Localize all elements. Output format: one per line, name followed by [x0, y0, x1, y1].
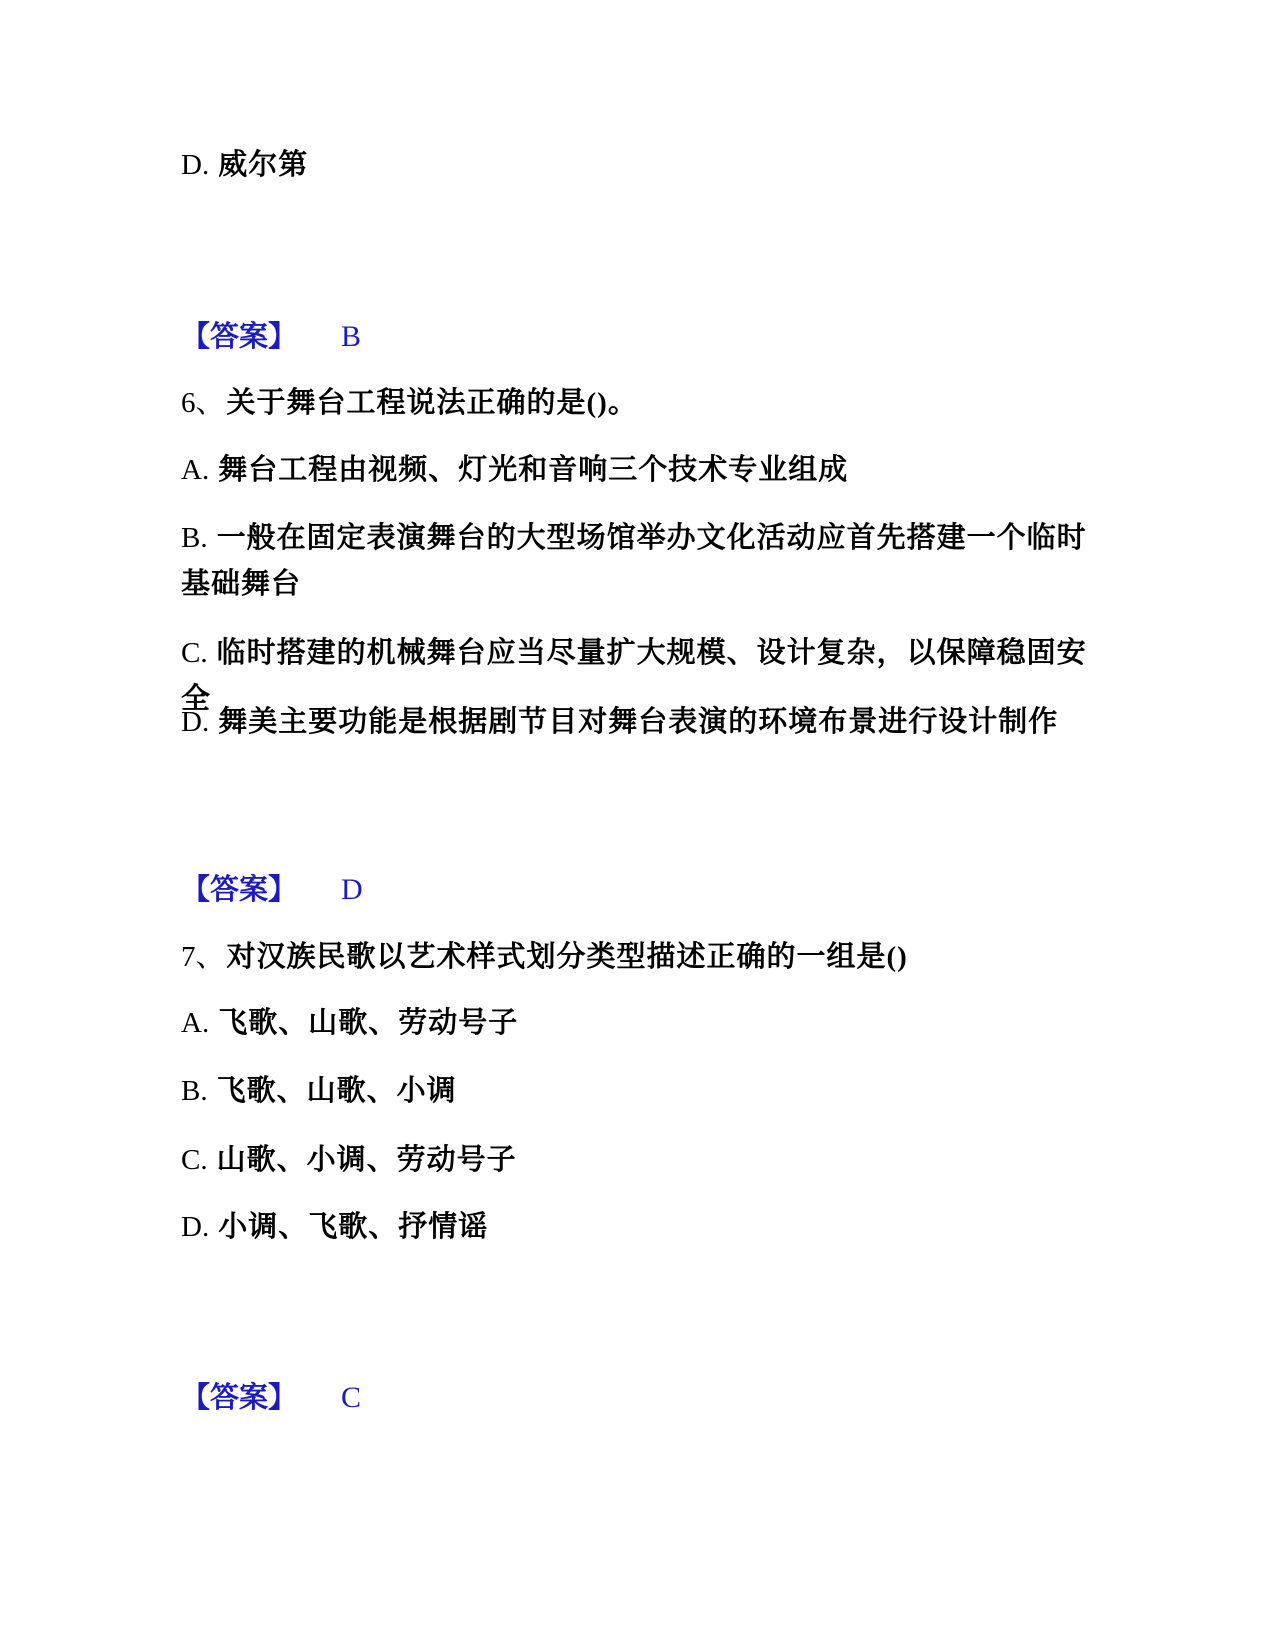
answer-label: 【答案】 — [181, 1382, 298, 1414]
q7-option-b — [181, 1068, 1113, 1114]
q6-option-b — [181, 515, 1113, 607]
answer-label: 【答案】 — [181, 321, 298, 353]
answer-value: C — [341, 1381, 362, 1414]
q7-stem — [181, 934, 1113, 980]
question-number: 6、 — [181, 387, 225, 419]
q5-option-d — [181, 142, 1113, 188]
answer-value: B — [341, 320, 362, 353]
option-letter: B. — [181, 1075, 208, 1107]
option-letter: C. — [181, 637, 208, 669]
q7-answer-line — [181, 1375, 361, 1421]
option-letter: B. — [181, 522, 208, 554]
question-text: 关于舞台工程说法正确的是()。 — [226, 387, 638, 419]
option-text: 威尔第 — [218, 149, 309, 181]
q7-option-a — [181, 1000, 1113, 1046]
answer-value: D — [341, 873, 363, 906]
option-text: 飞歌、山歌、小调 — [216, 1075, 457, 1107]
option-letter: D. — [181, 1211, 210, 1243]
option-letter: A. — [181, 1007, 210, 1039]
option-text: 舞台工程由视频、灯光和音响三个技术专业组成 — [218, 454, 849, 486]
q6-option-a — [181, 447, 1113, 493]
option-text: 山歌、小调、劳动号子 — [216, 1144, 517, 1176]
question-text: 对汉族民歌以艺术样式划分类型描述正确的一组是() — [226, 941, 908, 973]
q7-option-c — [181, 1137, 1113, 1183]
q6-option-d — [181, 699, 1113, 745]
q7-option-d — [181, 1204, 1113, 1250]
option-text: 小调、飞歌、抒情谣 — [218, 1211, 489, 1243]
option-text: 一般在固定表演舞台的大型场馆举办文化活动应首先搭建一个临时基础舞台 — [181, 522, 1087, 600]
option-letter: D. — [181, 149, 210, 181]
option-text: 临时搭建的机械舞台应当尽量扩大规模、设计复杂，以保障稳固安全 — [181, 637, 1087, 715]
option-text: 飞歌、山歌、劳动号子 — [218, 1007, 519, 1039]
question-number: 7、 — [181, 941, 225, 973]
option-letter: A. — [181, 454, 210, 486]
q5-answer-line — [181, 314, 361, 360]
answer-label: 【答案】 — [181, 874, 298, 906]
q6-stem — [181, 380, 1113, 426]
option-letter: D. — [181, 706, 210, 738]
option-letter: C. — [181, 1144, 208, 1176]
q6-answer-line — [181, 867, 363, 913]
option-text: 舞美主要功能是根据剧节目对舞台表演的环境布景进行设计制作 — [218, 706, 1059, 738]
